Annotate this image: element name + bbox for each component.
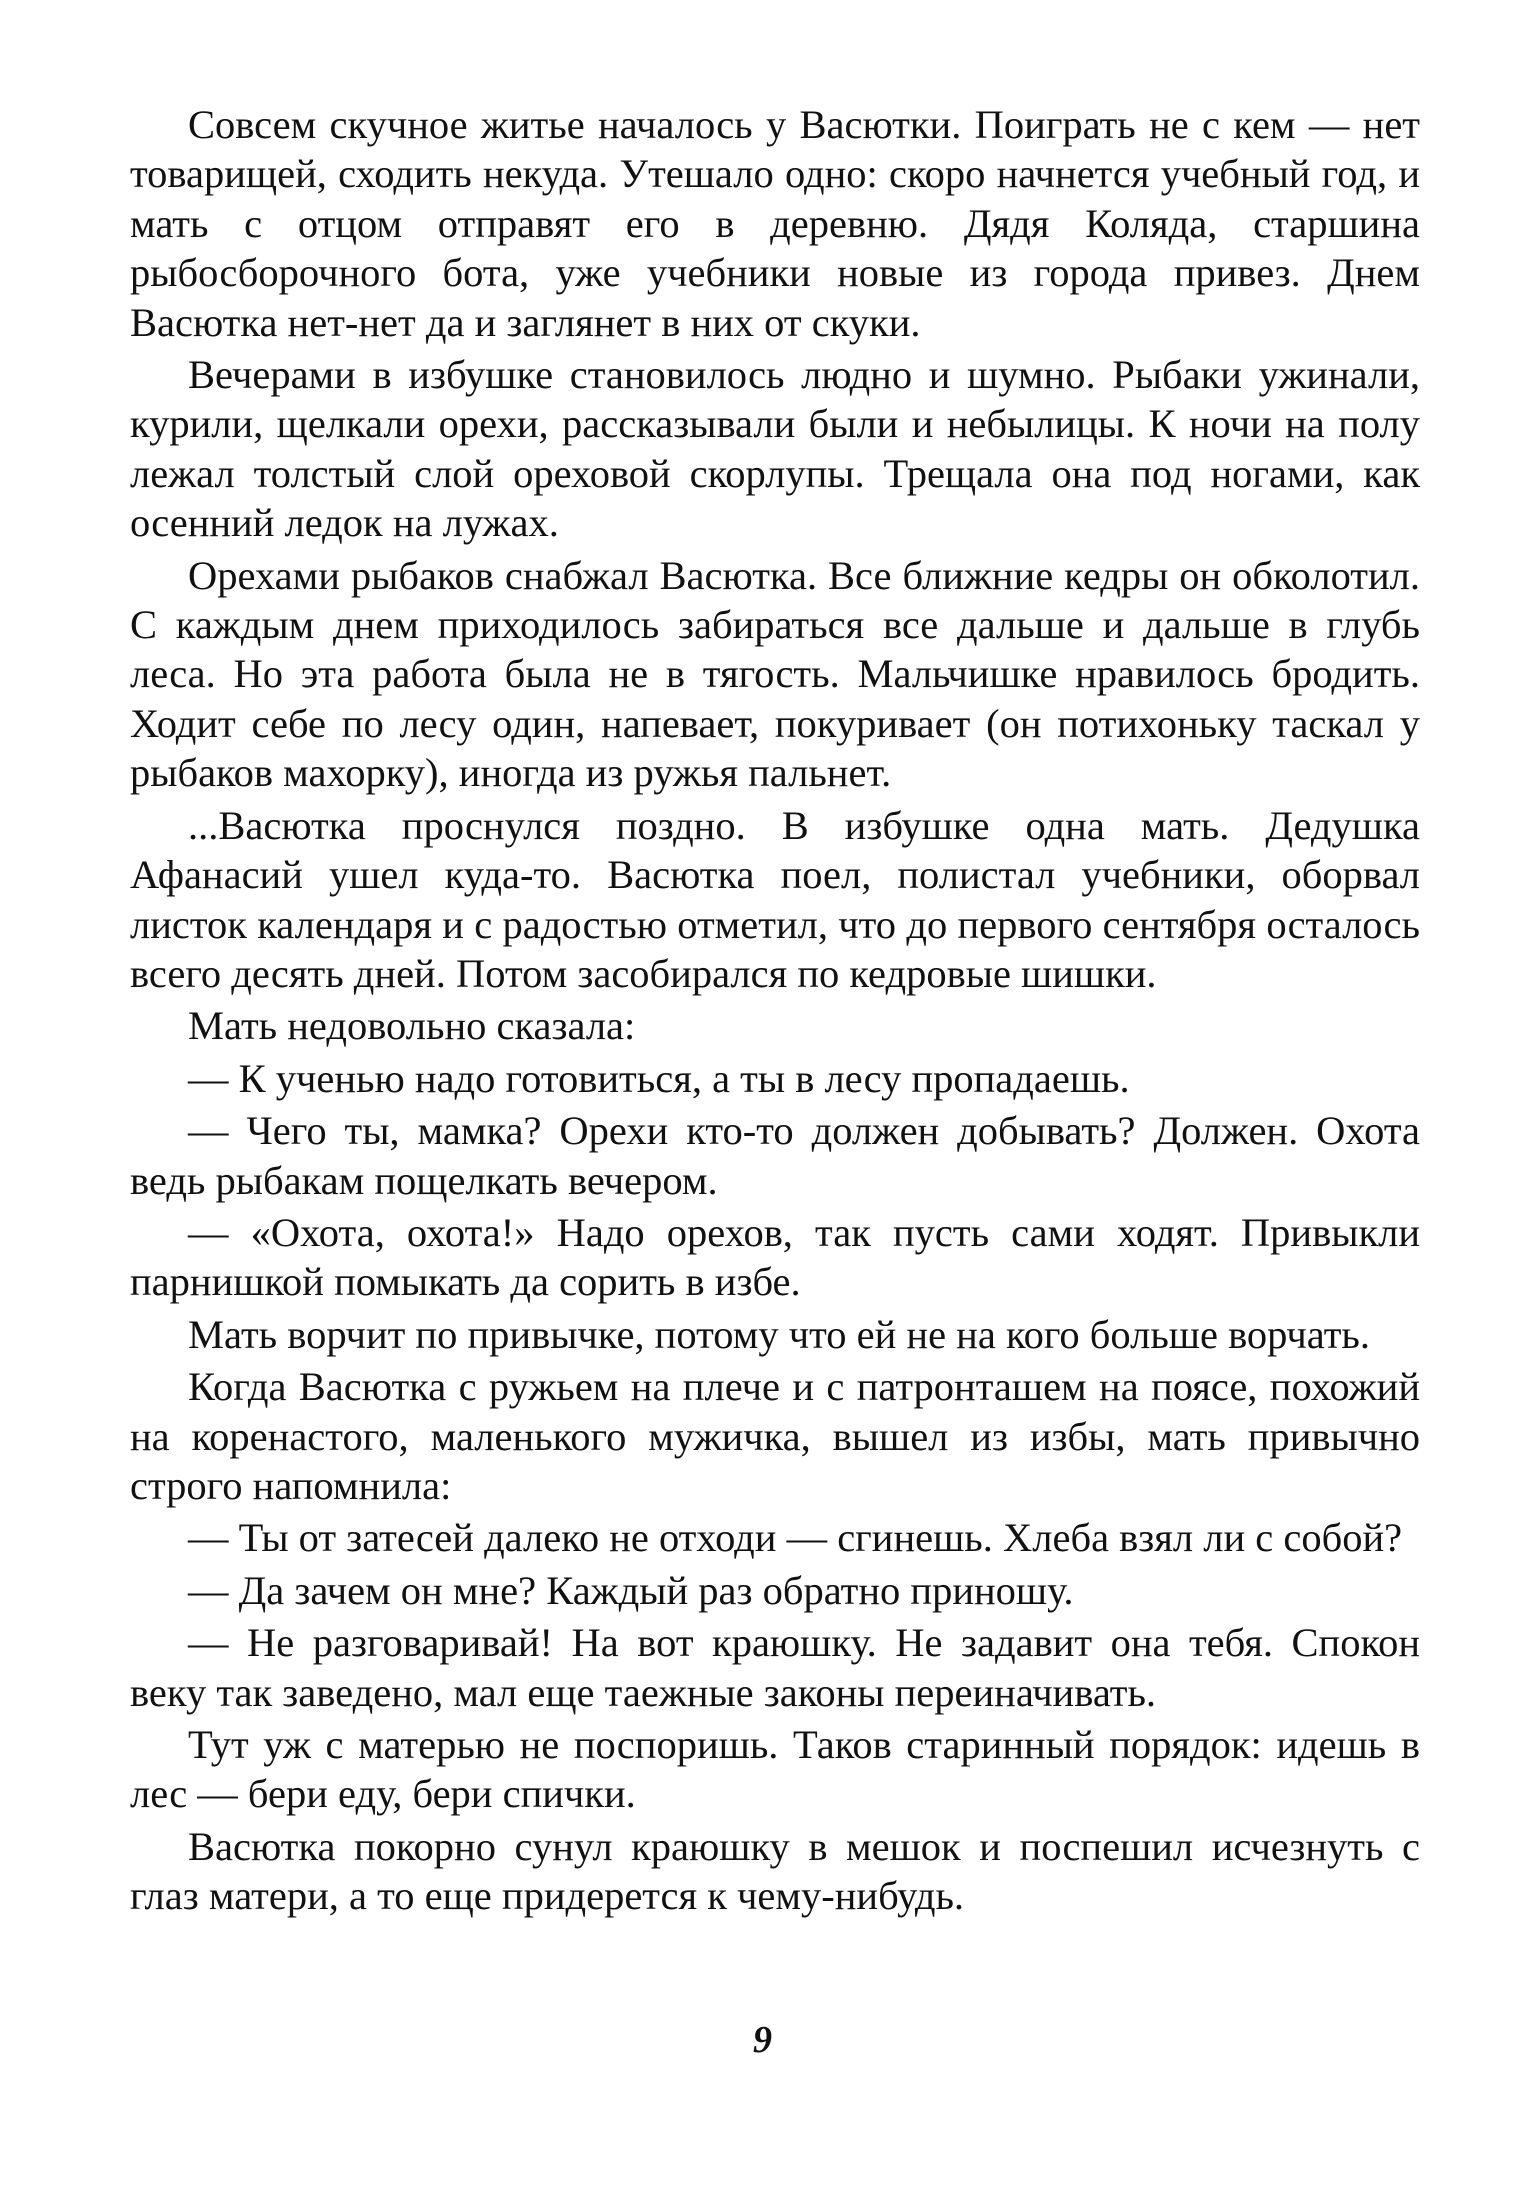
paragraph-4: ...Васютка проснулся поздно. В избушке одна мать. Дедушка Афанасий ушел куда-то. Васютка поел, полистал учебники, оборвал листок календаря и с радостью отметил, что до первого сентября осталось всего десять дней. Потом засобирался по кедровые шишки. [130, 802, 1420, 996]
paragraph-2: Вечерами в избушке становилось людно и шумно. Рыбаки ужинали, курили, щелкали орехи, рассказывали были и небылицы. К ночи на полу лежал толстый слой ореховой скорлупы. Трещала она под ногами, как осенний ледок на лужах. [130, 352, 1420, 546]
dialogue-line-1: — К ученью надо готовиться, а ты в лесу пропадаешь. [188, 1055, 1130, 1101]
paragraph-1: Совсем скучное житье началось у Васютки. Поиграть не с кем — нет товарищей, сходить некуда. Утешало одно: скоро начнется учебный год, и мать с отцом отправят его в деревню. Дядя Коляда, старшина рыбосборочного бота, уже учебники новые из города привез. Днем Васютка нет-нет да и заглянет в них от скуки. [130, 102, 1420, 345]
dialogue-line-2: — Чего ты, мамка? Орехи кто-то должен добывать? Должен. Охота ведь рыбакам пощелкать вечером. [130, 1108, 1420, 1203]
paragraph-9: Мать ворчит по привычке, потому что ей не на кого больше ворчать. [188, 1311, 1371, 1357]
paragraph-15: Васютка покорно сунул краюшку в мешок и поспешил исчезнуть с глаз матери, а то еще придерется к чему-нибудь. [130, 1823, 1420, 1919]
story-text [130, 100, 1420, 1924]
dialogue-line-3: — «Охота, охота!» Надо орехов, так пусть сами ходят. Привыкли парнишкой помыкать да сорить в избе. [130, 1209, 1420, 1305]
dialogue-line-5: — Да зачем он мне? Каждый раз обратно приношу. [188, 1567, 1074, 1613]
dialogue-line-4: — Ты от затесей далеко не отходи — сгинешь. Хлеба взял ли с собой? [188, 1515, 1403, 1561]
dialogue-line-6: — Не разговаривай! На вот краюшку. Не задавит она тебя. Спокон веку так заведено, мал еще таежные законы переиначивать. [130, 1620, 1420, 1715]
paragraph-5: Мать недовольно сказала: [188, 1003, 636, 1049]
paragraph-3: Орехами рыбаков снабжал Васютка. Все ближние кедры он обколотил. С каждым днем приходилось забираться все дальше и дальше в глубь леса. Но эта работа была не в тягость. Мальчишке нравилось бродить. Ходит себе по лесу один, напевает, покуривает (он потихоньку таскал у рыбаков махорку), иногда из ружья пальнет. [130, 552, 1420, 796]
page-number: 9 [753, 2019, 772, 2061]
paragraph-14: Тут уж с матерью не поспоришь. Таков старинный порядок: идешь в лес — бери еду, бери спички. [130, 1722, 1420, 1817]
paragraph-10: Когда Васютка с ружьем на плече и с патронташем на поясе, похожий на коренастого, маленького мужичка, вышел из избы, мать привычно строго напомнила: [130, 1364, 1420, 1508]
